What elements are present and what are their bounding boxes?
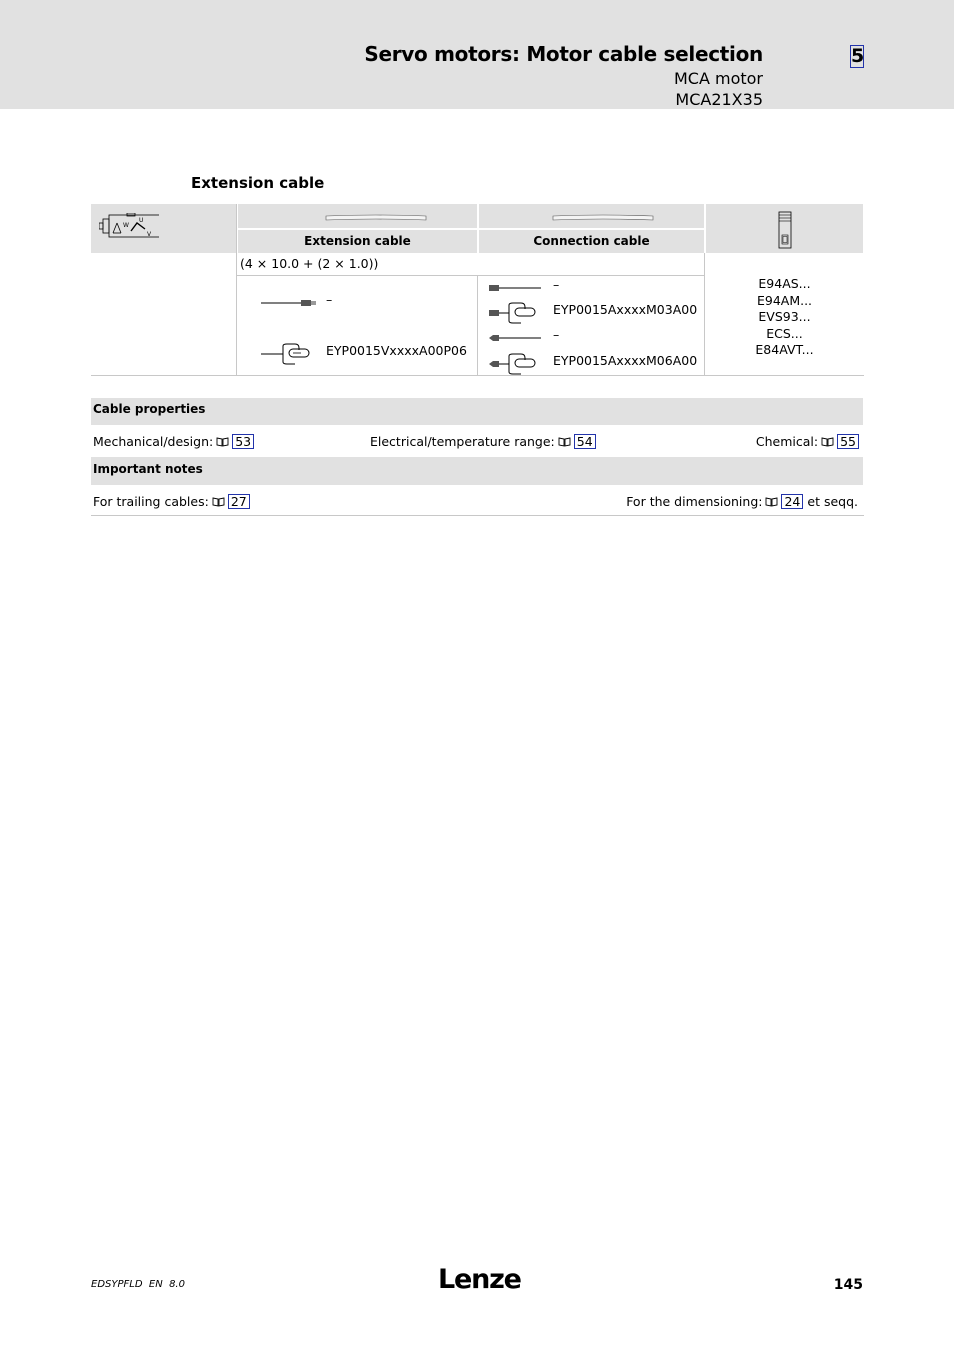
page-title: Servo motors: Motor cable selection (364, 42, 763, 66)
section-title: Extension cable (191, 174, 325, 192)
table-divider (236, 275, 705, 276)
controller-item: E94AM... (756, 292, 813, 308)
chemical-ref (756, 434, 859, 449)
table-divider (477, 275, 478, 376)
electrical-temperature-ref (370, 434, 596, 449)
book-icon (821, 437, 834, 447)
cable-end-icon (487, 333, 543, 343)
connection-item: – (553, 327, 560, 342)
connection-cable-header: Connection cable (479, 230, 704, 253)
extension-cable-header: Extension cable (238, 230, 477, 253)
controller-icon (778, 211, 792, 249)
lenze-logo: Lenze (438, 1264, 521, 1295)
important-notes-band (91, 457, 863, 485)
trailing-cables-ref (93, 494, 250, 509)
table-divider (704, 253, 705, 376)
extension-item: EYP0015VxxxxA00P06 (326, 343, 467, 358)
cable-properties-heading: Cable properties (93, 402, 206, 416)
cable-icon (552, 214, 654, 222)
page-subtitle-model: MCA21X35 (675, 90, 763, 109)
page-number: 145 (833, 1277, 863, 1293)
cable-icon (325, 214, 427, 222)
chemical-label: Chemical: (755, 434, 819, 449)
connection-item: EYP0015AxxxxM06A00 (553, 353, 698, 368)
controller-list (706, 276, 863, 359)
controller-item: E94AS... (758, 276, 811, 291)
footer-lang: EN (148, 1279, 163, 1290)
connection-item: EYP0015AxxxxM03A00 (553, 302, 698, 317)
connection-item: – (553, 277, 560, 292)
motor-icon (99, 213, 159, 241)
book-icon (212, 497, 225, 507)
cable-end-icon (261, 298, 317, 308)
important-notes-heading: Important notes (93, 462, 203, 476)
footer-version: 8.0 (169, 1279, 185, 1290)
dimensioning-label: For the dimensioning: (626, 494, 763, 509)
mechanical-design-ref (93, 434, 254, 449)
connection-cable-image-cell (479, 204, 704, 228)
book-icon (558, 437, 571, 447)
controller-item: EVS93... (758, 309, 811, 324)
svg-text:U: U (139, 217, 144, 224)
page-ref-link[interactable]: 55 (837, 434, 859, 449)
cable-connector-icon (261, 342, 317, 366)
controller-item: E84AVT... (755, 342, 814, 357)
table-bottom-rule (91, 375, 864, 376)
dimensioning-suffix: et seqq. (807, 494, 858, 509)
cable-end-icon (487, 283, 543, 293)
page-subtitle-motor: MCA motor (673, 69, 763, 88)
chapter-number-link[interactable]: 5 (851, 45, 865, 67)
footer-doc-info (91, 1279, 185, 1290)
cross-section-text: (4 × 10.0 + (2 × 1.0)) (240, 256, 379, 271)
footer-doc-code: EDSYPFLD (91, 1279, 143, 1290)
trailing-label: For trailing cables: (93, 494, 209, 509)
page-ref-link[interactable]: 27 (228, 494, 250, 509)
page-ref-link[interactable]: 53 (232, 434, 254, 449)
cable-connector-icon (487, 352, 543, 376)
svg-text:W: W (123, 222, 129, 229)
motor-header-cell (91, 204, 236, 253)
page-ref-link[interactable]: 24 (781, 494, 803, 509)
svg-text:V: V (147, 231, 152, 238)
mechanical-label: Mechanical/design: (93, 434, 214, 449)
page-ref-link[interactable]: 54 (574, 434, 596, 449)
book-icon (216, 437, 229, 447)
cable-connector-icon (487, 301, 543, 325)
extension-item: – (326, 292, 333, 307)
dimensioning-ref (626, 494, 858, 509)
notes-bottom-rule (91, 515, 864, 516)
cable-properties-band (91, 398, 863, 425)
book-icon (765, 497, 778, 507)
controller-header-cell (706, 204, 863, 253)
electrical-label: Electrical/temperature range: (370, 434, 555, 449)
controller-item: ECS... (766, 325, 803, 341)
extension-cable-image-cell (238, 204, 477, 228)
table-divider (236, 204, 237, 376)
